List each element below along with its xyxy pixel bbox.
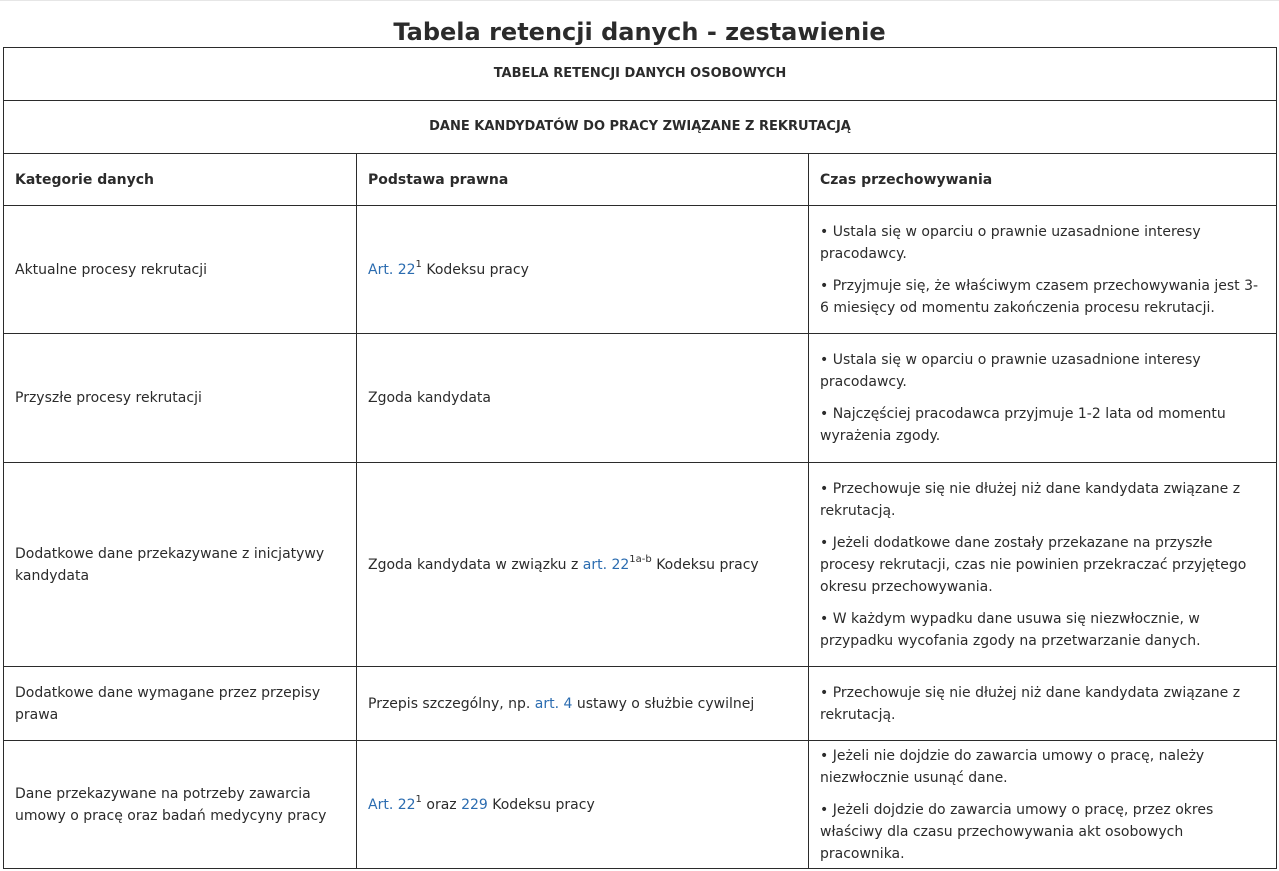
retention-cell (809, 741, 1277, 869)
retention-item: • Jeżeli dojdzie do zawarcia umowy o pracę, przez okres właściwy dla czasu przechowywania akt osobowych pracownika. (820, 801, 1214, 862)
retention-cell (809, 463, 1277, 667)
legal-basis-cell (357, 741, 809, 869)
retention-item: • Najczęściej pracodawca przyjmuje 1-2 lata od momentu wyrażenia zgody. (820, 406, 1226, 444)
table-subcaption-row (4, 101, 1277, 154)
legal-link[interactable]: Art. 22 (368, 796, 416, 813)
category-cell: Dodatkowe dane wymagane przez przepisy prawa (4, 667, 357, 741)
legal-text: oraz (421, 796, 462, 813)
retention-item: • Jeżeli nie dojdzie do zawarcia umowy o pracę, należy niezwłocznie usunąć dane. (820, 747, 1205, 786)
column-header-basis: Podstawa prawna (357, 154, 809, 206)
legal-text: Kodeksu pracy (487, 796, 595, 813)
column-header-row (4, 154, 1277, 206)
retention-item: • Przechowuje się nie dłużej niż dane kandydata związane z rekrutacją. (820, 684, 1241, 723)
legal-link[interactable]: 229 (461, 796, 488, 813)
table-row (4, 667, 1277, 741)
legal-text: Zgoda kandydata w związku z (368, 556, 583, 573)
table-row (4, 741, 1277, 869)
legal-link[interactable]: Art. 22 (368, 261, 416, 278)
retention-item: • Przyjmuje się, że właściwym czasem przechowywania jest 3-6 miesięcy od momentu zakończenia procesu rekrutacji. (820, 277, 1259, 316)
table-caption-row (4, 48, 1277, 101)
category-cell: Aktualne procesy rekrutacji (4, 206, 357, 334)
top-divider (0, 0, 1279, 1)
page-title: Tabela retencji danych - zestawienie (393, 18, 886, 46)
retention-cell (809, 206, 1277, 334)
legal-text: Przepis szczególny, np. (368, 695, 535, 712)
category-cell: Dodatkowe dane przekazywane z inicjatywy kandydata (4, 463, 357, 667)
retention-item: • W każdym wypadku dane usuwa się niezwłocznie, w przypadku wycofania zgody na przetwarzanie danych. (820, 610, 1201, 649)
legal-link[interactable]: art. 22 (582, 556, 630, 573)
retention-item: • Przechowuje się nie dłużej niż dane kandydata związane z rekrutacją. (820, 480, 1241, 519)
retention-cell (809, 334, 1277, 463)
legal-text: Kodeksu pracy (651, 556, 759, 573)
superscript: 1 (415, 258, 422, 270)
retention-item: • Ustala się w oparciu o prawnie uzasadnione interesy pracodawcy. (820, 352, 1201, 390)
legal-basis-cell (357, 463, 809, 667)
retention-item: • Jeżeli dodatkowe dane zostały przekazane na przyszłe procesy rekrutacji, czas nie powinien przekraczać przyjętego okresu przechowywania. (820, 534, 1247, 595)
legal-link[interactable]: art. 4 (534, 695, 573, 712)
legal-text: Zgoda kandydata (368, 390, 491, 406)
category-cell: Dane przekazywane na potrzeby zawarcia umowy o pracę oraz badań medycyny pracy (4, 741, 357, 869)
legal-text: Kodeksu pracy (421, 261, 529, 278)
table-subcaption: DANE KANDYDATÓW DO PRACY ZWIĄZANE Z REKRUTACJĄ (4, 101, 1277, 154)
retention-item: • Ustala się w oparciu o prawnie uzasadnione interesy pracodawcy. (820, 223, 1201, 262)
category-cell: Przyszłe procesy rekrutacji (4, 334, 357, 463)
retention-table (3, 47, 1277, 869)
superscript: 1a-b (629, 553, 652, 565)
legal-basis-cell (357, 206, 809, 334)
retention-cell (809, 667, 1277, 741)
table-row (4, 206, 1277, 334)
table-caption: TABELA RETENCJI DANYCH OSOBOWYCH (4, 48, 1277, 101)
column-header-category: Kategorie danych (4, 154, 357, 206)
table-row (4, 463, 1277, 667)
superscript: 1 (415, 793, 422, 805)
column-header-retention: Czas przechowywania (809, 154, 1277, 206)
legal-basis-cell (357, 667, 809, 741)
legal-basis-cell (357, 334, 809, 463)
table-row (4, 334, 1277, 463)
legal-text: ustawy o służbie cywilnej (572, 695, 755, 712)
